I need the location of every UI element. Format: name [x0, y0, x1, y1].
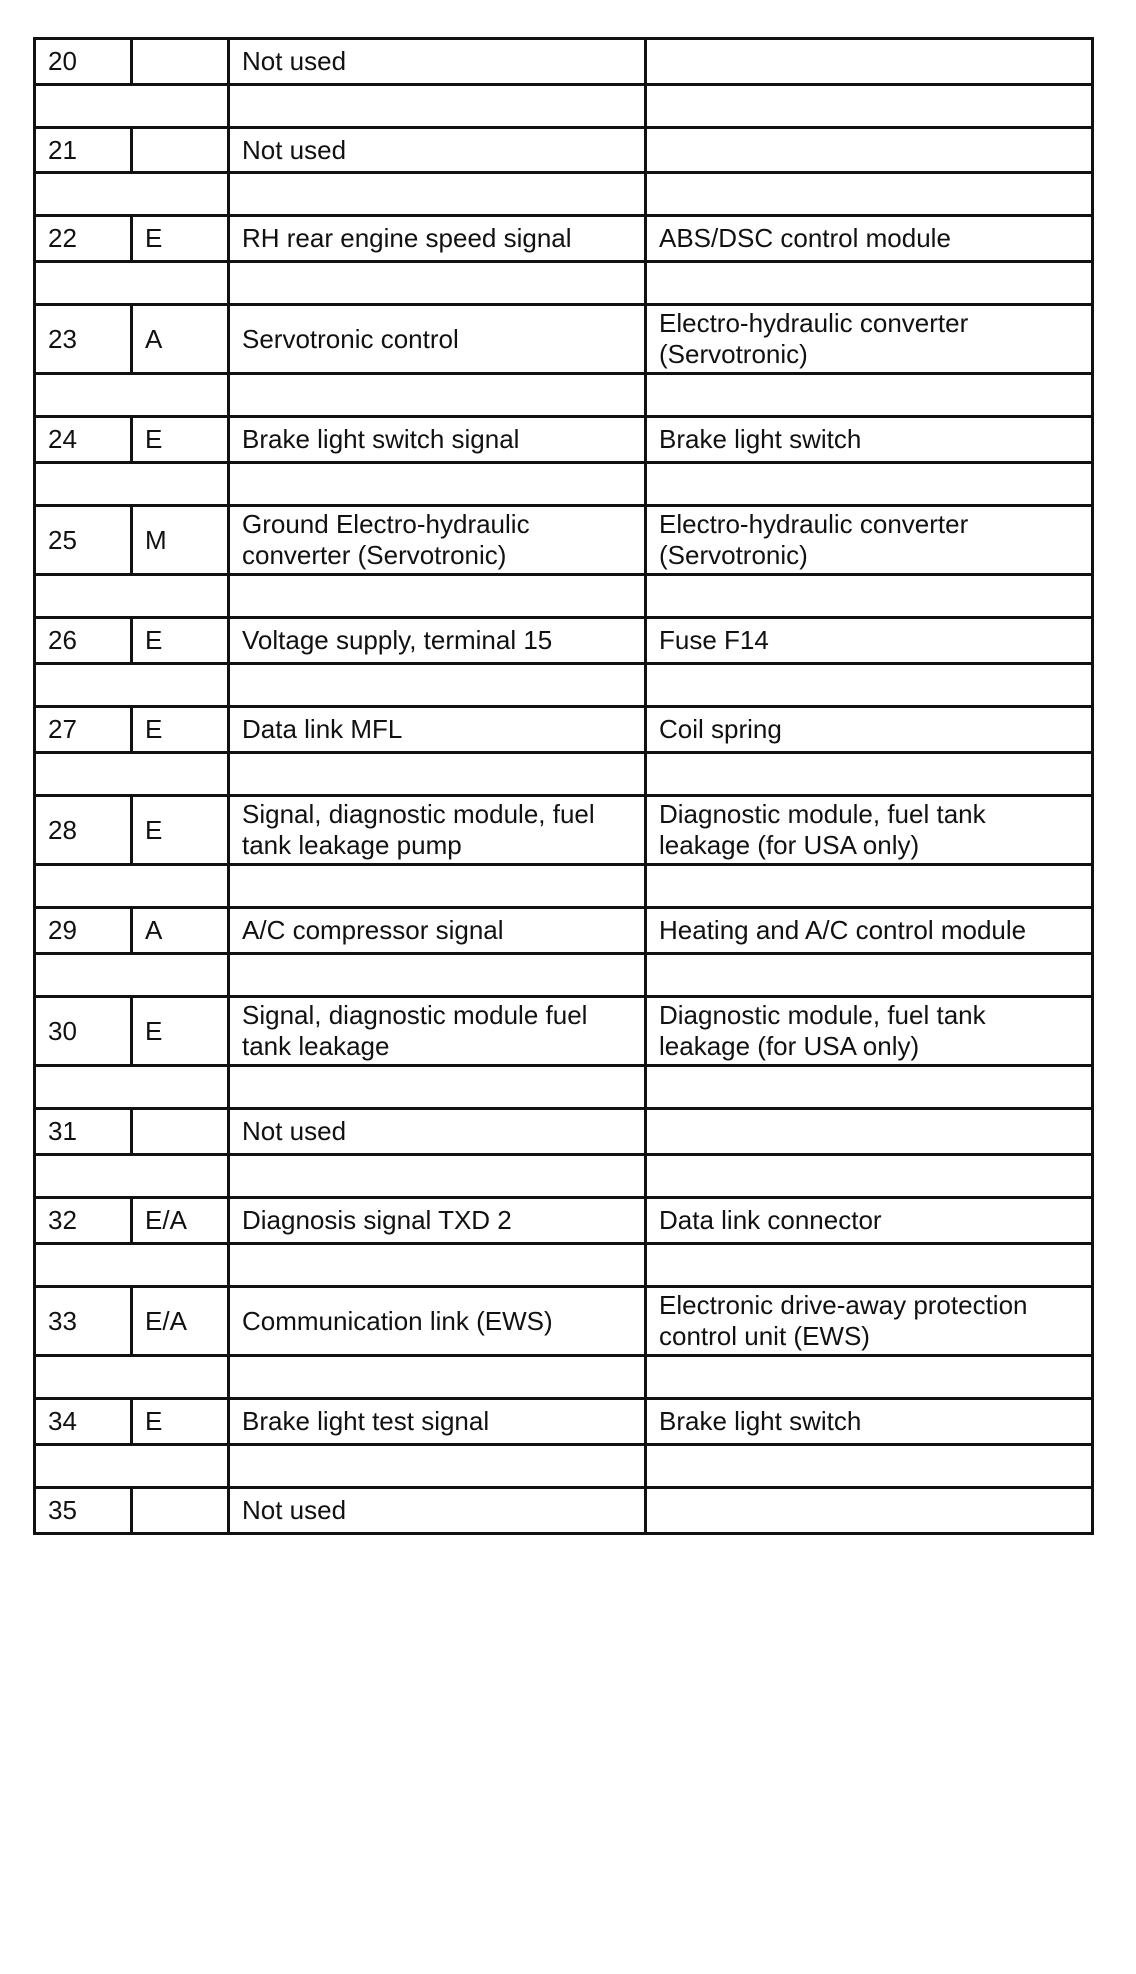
spacer-cell — [132, 1445, 229, 1488]
description-cell: Communication link (EWS) — [229, 1287, 646, 1356]
table-row — [35, 1109, 1093, 1155]
spacer-cell — [646, 1066, 1093, 1109]
spacer-cell — [35, 85, 132, 128]
spacer-cell — [646, 954, 1093, 997]
spacer-cell — [229, 173, 646, 216]
connection-cell: Electro-hydraulic converter (Servotronic) — [646, 305, 1093, 374]
description-cell: Signal, diagnostic module, fuel tank leakage pump — [229, 796, 646, 865]
table-row — [35, 1198, 1093, 1244]
table-row — [35, 997, 1093, 1066]
table-row — [35, 707, 1093, 753]
connection-cell: ABS/DSC control module — [646, 216, 1093, 262]
signal-type-cell: A — [132, 305, 229, 374]
spacer-cell — [35, 1445, 132, 1488]
spacer-cell — [132, 865, 229, 908]
spacer-cell — [35, 954, 132, 997]
spacer-cell — [229, 1155, 646, 1198]
spacer-cell — [132, 85, 229, 128]
spacer-cell — [35, 173, 132, 216]
spacer-cell — [132, 1066, 229, 1109]
spacer-row — [35, 1445, 1093, 1488]
spacer-row — [35, 664, 1093, 707]
spacer-cell — [646, 1445, 1093, 1488]
spacer-cell — [35, 1155, 132, 1198]
connection-cell: Heating and A/C control module — [646, 908, 1093, 954]
spacer-cell — [35, 463, 132, 506]
description-cell: Not used — [229, 39, 646, 85]
table-row — [35, 305, 1093, 374]
spacer-cell — [132, 954, 229, 997]
pin-number-cell: 26 — [35, 618, 132, 664]
spacer-cell — [229, 463, 646, 506]
connection-cell: Diagnostic module, fuel tank leakage (for USA only) — [646, 796, 1093, 865]
description-cell: Servotronic control — [229, 305, 646, 374]
spacer-cell — [229, 753, 646, 796]
description-cell: Brake light switch signal — [229, 417, 646, 463]
signal-type-cell: E — [132, 707, 229, 753]
spacer-row — [35, 954, 1093, 997]
spacer-cell — [229, 865, 646, 908]
signal-type-cell — [132, 39, 229, 85]
spacer-row — [35, 463, 1093, 506]
spacer-row — [35, 1066, 1093, 1109]
signal-type-cell: E — [132, 618, 229, 664]
connection-cell — [646, 1109, 1093, 1155]
spacer-cell — [35, 374, 132, 417]
pin-number-cell: 29 — [35, 908, 132, 954]
connection-cell: Diagnostic module, fuel tank leakage (for USA only) — [646, 997, 1093, 1066]
spacer-cell — [646, 1356, 1093, 1399]
description-cell: Not used — [229, 1109, 646, 1155]
table-row — [35, 216, 1093, 262]
spacer-cell — [229, 262, 646, 305]
spacer-cell — [132, 753, 229, 796]
spacer-cell — [646, 262, 1093, 305]
spacer-cell — [132, 1356, 229, 1399]
table-row — [35, 796, 1093, 865]
description-cell: Data link MFL — [229, 707, 646, 753]
description-cell: Ground Electro-hydraulic converter (Servotronic) — [229, 506, 646, 575]
spacer-cell — [229, 954, 646, 997]
description-cell: RH rear engine speed signal — [229, 216, 646, 262]
description-cell: Diagnosis signal TXD 2 — [229, 1198, 646, 1244]
connection-cell — [646, 39, 1093, 85]
pin-number-cell: 27 — [35, 707, 132, 753]
pin-number-cell: 20 — [35, 39, 132, 85]
connection-cell: Coil spring — [646, 707, 1093, 753]
connection-cell: Electronic drive-away protection control unit (EWS) — [646, 1287, 1093, 1356]
spacer-row — [35, 865, 1093, 908]
pin-number-cell: 35 — [35, 1488, 132, 1534]
signal-type-cell: E — [132, 216, 229, 262]
spacer-cell — [35, 1066, 132, 1109]
spacer-cell — [35, 865, 132, 908]
spacer-cell — [646, 374, 1093, 417]
pin-number-cell: 28 — [35, 796, 132, 865]
pin-number-cell: 25 — [35, 506, 132, 575]
description-cell: Signal, diagnostic module fuel tank leakage — [229, 997, 646, 1066]
spacer-cell — [646, 865, 1093, 908]
signal-type-cell: E — [132, 417, 229, 463]
spacer-cell — [229, 1356, 646, 1399]
spacer-cell — [132, 262, 229, 305]
spacer-row — [35, 1356, 1093, 1399]
spacer-cell — [229, 1066, 646, 1109]
connection-cell — [646, 128, 1093, 173]
spacer-cell — [35, 1244, 132, 1287]
spacer-row — [35, 575, 1093, 618]
spacer-cell — [35, 753, 132, 796]
spacer-cell — [132, 173, 229, 216]
spacer-cell — [229, 85, 646, 128]
signal-type-cell — [132, 128, 229, 173]
spacer-row — [35, 1244, 1093, 1287]
spacer-cell — [229, 1244, 646, 1287]
table-row — [35, 1399, 1093, 1445]
signal-type-cell: E/A — [132, 1287, 229, 1356]
spacer-row — [35, 262, 1093, 305]
pin-number-cell: 33 — [35, 1287, 132, 1356]
spacer-cell — [646, 664, 1093, 707]
signal-type-cell: E/A — [132, 1198, 229, 1244]
spacer-cell — [35, 664, 132, 707]
signal-type-cell: E — [132, 1399, 229, 1445]
description-cell: Not used — [229, 1488, 646, 1534]
table-row — [35, 39, 1093, 85]
spacer-cell — [132, 374, 229, 417]
description-cell: Voltage supply, terminal 15 — [229, 618, 646, 664]
table-row — [35, 417, 1093, 463]
table-row — [35, 506, 1093, 575]
spacer-row — [35, 173, 1093, 216]
connection-cell — [646, 1488, 1093, 1534]
description-cell: Brake light test signal — [229, 1399, 646, 1445]
pin-number-cell: 30 — [35, 997, 132, 1066]
table-row — [35, 1287, 1093, 1356]
spacer-cell — [132, 1155, 229, 1198]
spacer-cell — [35, 575, 132, 618]
table-row — [35, 618, 1093, 664]
signal-type-cell: E — [132, 796, 229, 865]
pin-number-cell: 32 — [35, 1198, 132, 1244]
connection-cell: Brake light switch — [646, 1399, 1093, 1445]
signal-type-cell — [132, 1109, 229, 1155]
spacer-row — [35, 85, 1093, 128]
description-cell: A/C compressor signal — [229, 908, 646, 954]
description-cell: Not used — [229, 128, 646, 173]
spacer-cell — [646, 753, 1093, 796]
table-row — [35, 1488, 1093, 1534]
pin-number-cell: 34 — [35, 1399, 132, 1445]
spacer-cell — [35, 1356, 132, 1399]
signal-type-cell: A — [132, 908, 229, 954]
spacer-row — [35, 1155, 1093, 1198]
pin-assignment-table — [33, 37, 1094, 1535]
signal-type-cell: E — [132, 997, 229, 1066]
spacer-cell — [229, 374, 646, 417]
spacer-cell — [646, 463, 1093, 506]
table-row — [35, 128, 1093, 173]
spacer-cell — [229, 664, 646, 707]
connection-cell: Fuse F14 — [646, 618, 1093, 664]
spacer-cell — [646, 575, 1093, 618]
spacer-cell — [229, 575, 646, 618]
pin-number-cell: 23 — [35, 305, 132, 374]
spacer-cell — [132, 664, 229, 707]
pin-number-cell: 31 — [35, 1109, 132, 1155]
spacer-row — [35, 753, 1093, 796]
spacer-cell — [132, 463, 229, 506]
connection-cell: Data link connector — [646, 1198, 1093, 1244]
signal-type-cell: M — [132, 506, 229, 575]
spacer-cell — [229, 1445, 646, 1488]
spacer-cell — [646, 1244, 1093, 1287]
spacer-cell — [132, 575, 229, 618]
spacer-cell — [646, 1155, 1093, 1198]
pin-number-cell: 21 — [35, 128, 132, 173]
spacer-row — [35, 374, 1093, 417]
pin-number-cell: 22 — [35, 216, 132, 262]
connection-cell: Electro-hydraulic converter (Servotronic) — [646, 506, 1093, 575]
spacer-cell — [132, 1244, 229, 1287]
pin-table-body — [35, 39, 1093, 1534]
spacer-cell — [646, 85, 1093, 128]
table-row — [35, 908, 1093, 954]
spacer-cell — [646, 173, 1093, 216]
signal-type-cell — [132, 1488, 229, 1534]
pin-number-cell: 24 — [35, 417, 132, 463]
connection-cell: Brake light switch — [646, 417, 1093, 463]
spacer-cell — [35, 262, 132, 305]
